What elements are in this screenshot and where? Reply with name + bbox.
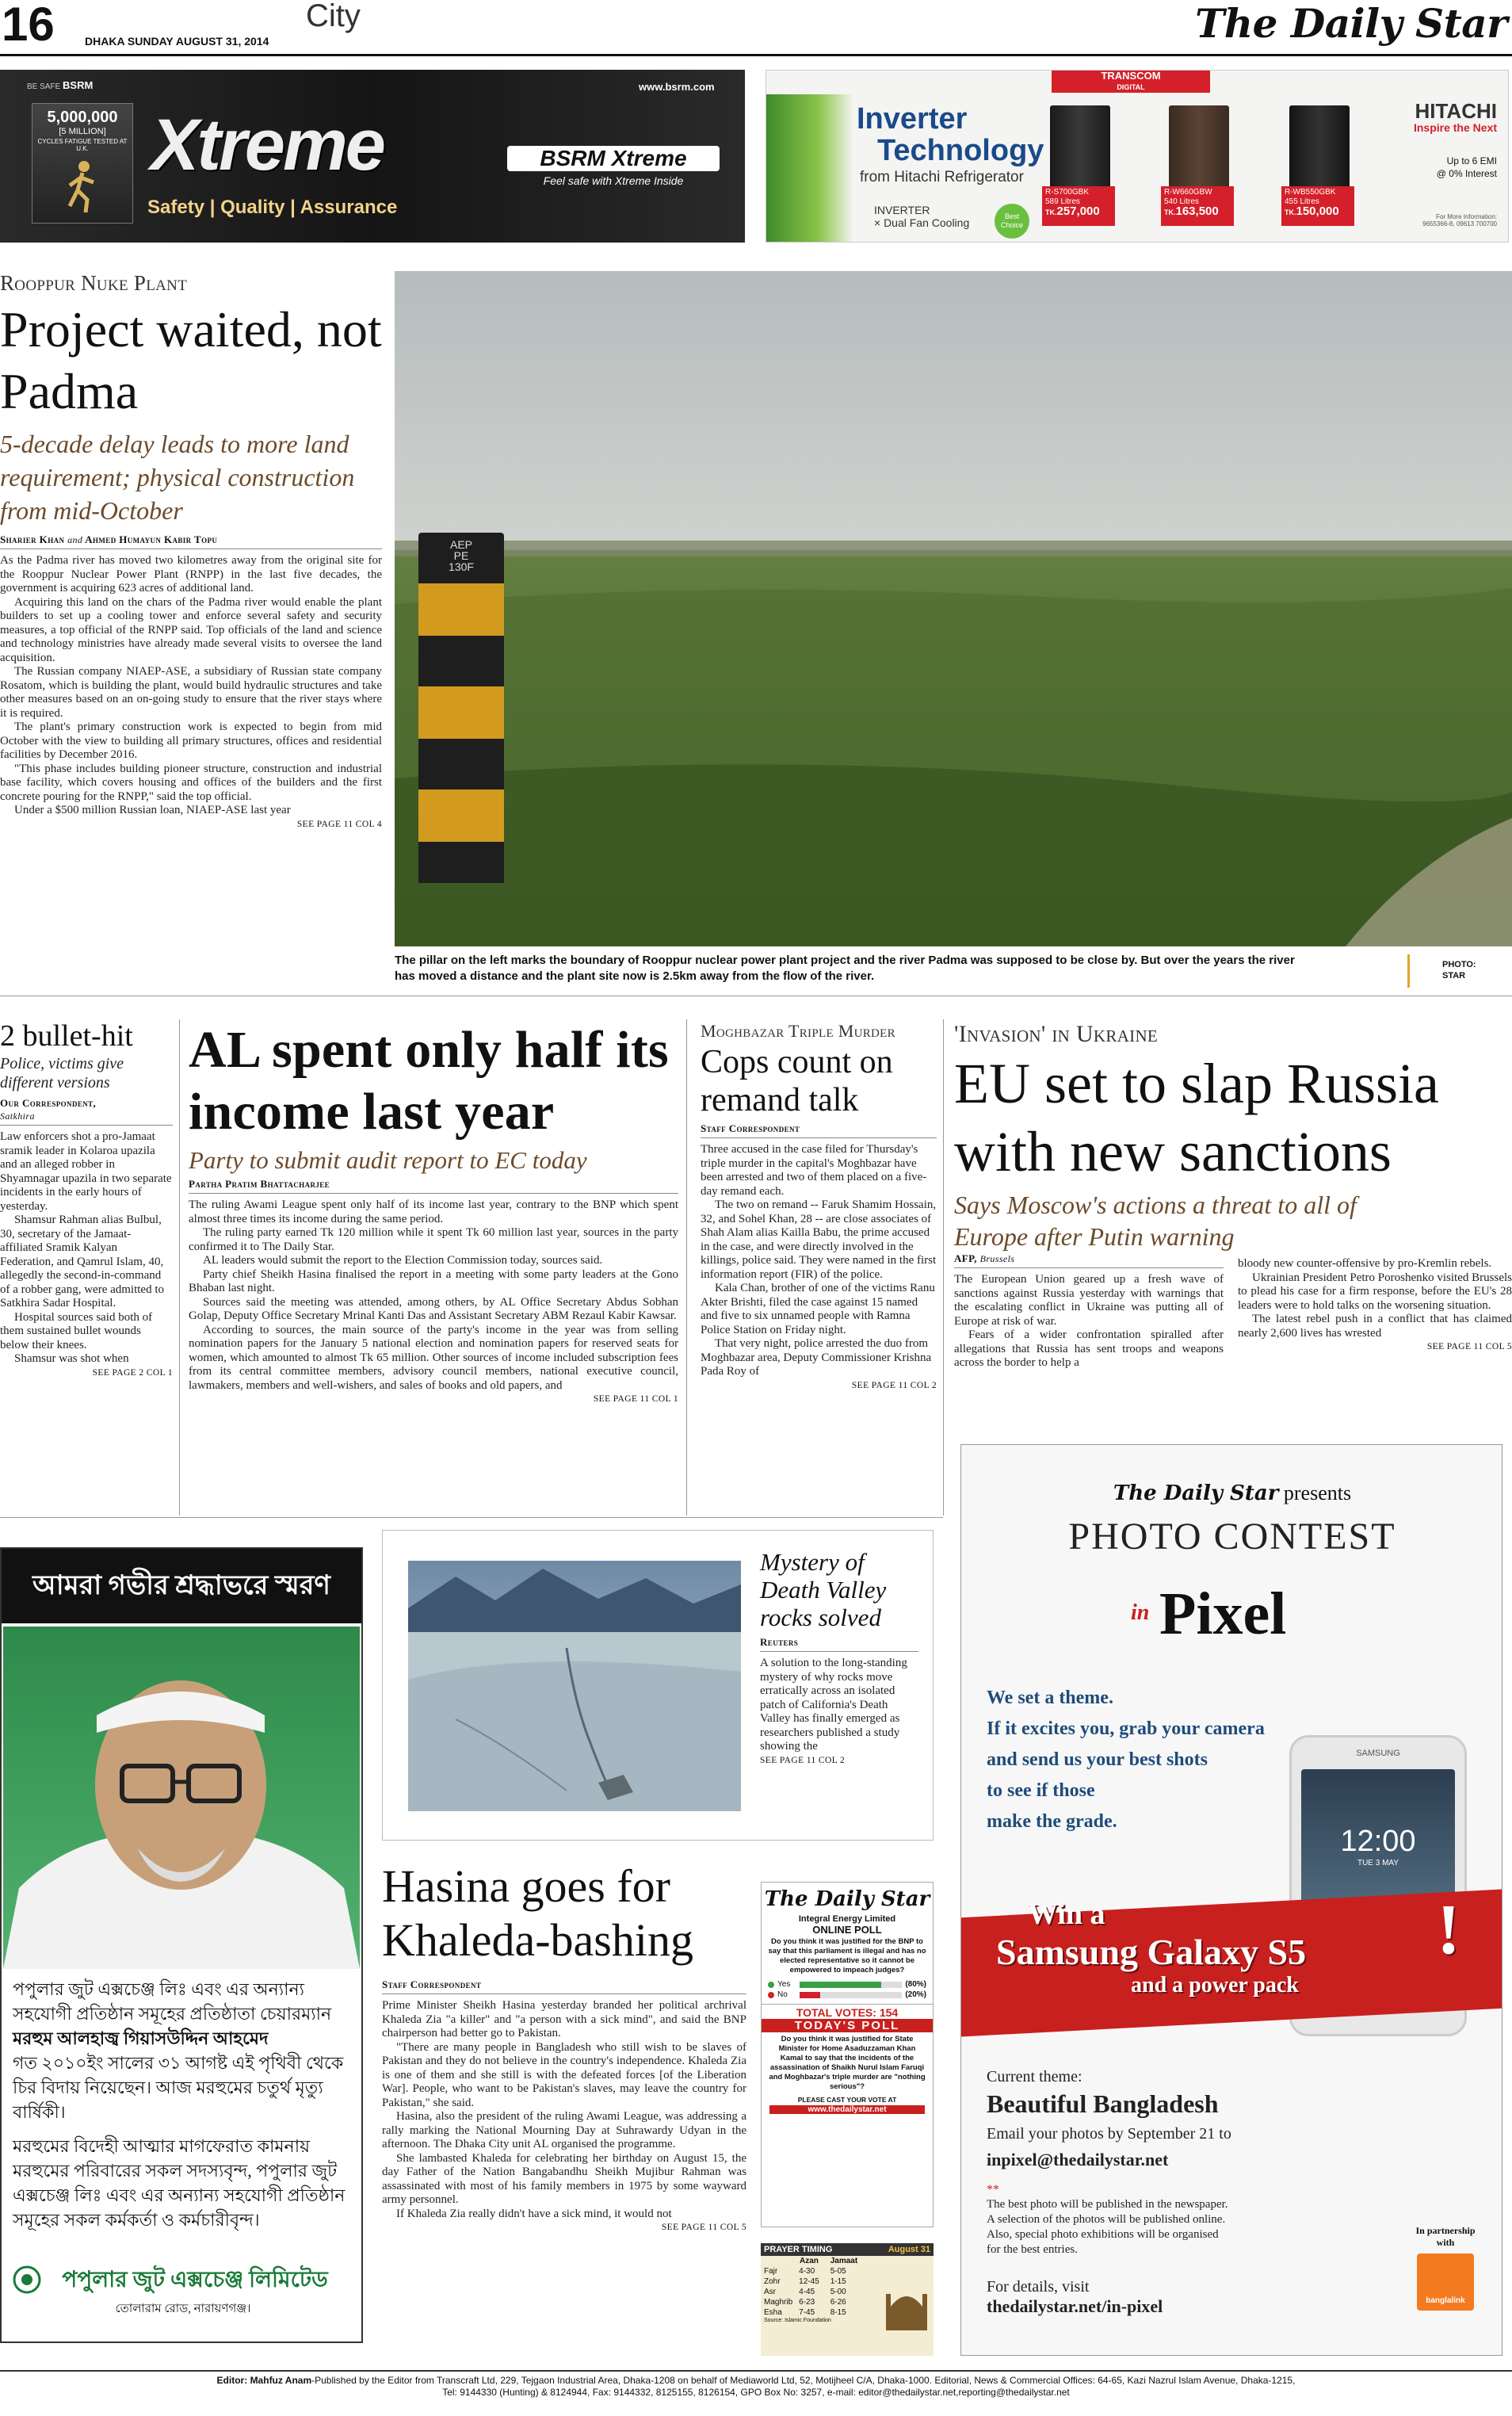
- hasina-headline[interactable]: Hasina goes for Khaleda-bashing: [382, 1860, 693, 1966]
- photo-credit: PHOTO: STAR: [1442, 960, 1476, 981]
- obit-footer: পপুলার জুট এক্সচেঞ্জ লিমিটেড তোলারাম রোড, নারায়ণগঞ্জ।: [13, 2262, 353, 2319]
- bsrm-logo-word: Xtreme: [151, 105, 384, 185]
- page-number: 16: [2, 0, 55, 51]
- online-poll: [761, 1882, 934, 2227]
- prayer-row: Asr 4-45 5-00: [764, 2288, 846, 2296]
- hasina-body: Prime Minister Sheikh Hasina yesterday branded her political archrival Khaleda Zia "a killer" and "a person with a sick mind", and said the BNP chairperson had better go to Pakistan. "There are many people in Bangladesh who still wish to be slaves of Pakistan and they do not believe in the country's independence. Khaleda Zia is one of them and she still is with the defeated forces [of the Liberation War]. People, who want to be Pakistan's slaves, may leave the country for Pakistan," she said. Hasina, also the president of the ruling Awami League, was addressing a rally marking the National Mourning Day at Suhrawardy Udyan in the afternoon. The Dhaka City unit AL organised the programme. She lambasted Khaleda for celebrating her birthday on August 15, the day Father of the Nation Bangabandhu Sheikh Mujibur Rahman was assassinated with most of his family members in 1975 by some wayward army personnel. If Khaleda Zia really didn't have a sick mind, it would not: [382, 1999, 746, 2220]
- price-tag-1: R-S700GBK 589 Litres TK.257,000: [1042, 186, 1115, 226]
- al-jump[interactable]: SEE PAGE 11 COL 1: [593, 1394, 678, 1404]
- best-choice-badge: Best Choice: [995, 204, 1029, 239]
- eu-story: [954, 1021, 1512, 1369]
- bsrm-product-badge: BSRM Xtreme Feel safe with Xtreme Inside: [507, 146, 720, 193]
- caption-divider: [1407, 954, 1410, 988]
- lead-jump[interactable]: SEE PAGE 11 COL 4: [296, 819, 382, 829]
- eu-kicker: 'Invasion' in Ukraine: [954, 1021, 1159, 1047]
- footer-rule: [0, 2370, 1512, 2372]
- lead-kicker: Rooppur Nuke Plant: [0, 271, 188, 295]
- poll-url[interactable]: www.thedailystar.net: [769, 2105, 925, 2114]
- bullet-story: [0, 1019, 173, 1378]
- obituary-ad[interactable]: [0, 1547, 363, 2343]
- eu-byline: AFP, Brussels: [954, 1252, 1224, 1268]
- header-date: DHAKA SUNDAY AUGUST 31, 2014: [85, 35, 269, 48]
- runner-icon: [59, 159, 106, 214]
- today-poll-question: Do you think it was justified for State Minister for Home Asaduzzaman Khan Kamal to say that the incidents of the assassination of Shaikh Nurul Islam Faruqi and Moghbazar's triple murder are "nothing serious"?: [769, 2035, 926, 2091]
- eu-col-right: [1238, 1257, 1512, 1351]
- hitachi-brand: HITACHI: [1415, 99, 1497, 123]
- price-tag-3: R-WB550GBK 455 Litres TK.150,000: [1281, 186, 1354, 226]
- mystery-photo: [408, 1561, 741, 1811]
- hitachi-contact: For More Information: 9655366-8, 09613 700700: [1422, 213, 1497, 227]
- poll-bar-yes: [800, 1982, 881, 1988]
- prayer-header: PRAYER TIMING August 31: [761, 2243, 934, 2256]
- obit-portrait: [3, 1627, 360, 1969]
- exclaim: !: [1437, 1890, 1460, 1969]
- imprint: Editor: Mahfuz Anam-Published by the Editor from Transcraft Ltd, 229, Tejgaon Industrial Area, Dhaka-1208 on behalf of Mediaworld Ltd, 52, Motijheel C/A, Dhaka-1000. Editorial, News & Commercial Offices: 64-65, Kazi Nazrul Islam Avenue, Dhaka-1215, Tel: 9144330 (Hunting) & 8124944, Fax: 9144332, 8125155, 8126154, GPO Box No: 3257, e-mail: editor@thedailystar.net,reporting@thedailystar.net: [216, 2375, 1296, 2398]
- prayer-table: Azan Jamaat Fajr 4-30 5-05 Zohr 12-45 1-15 Asr 4-45 5-00 Maghrib 6-23 6-26 Esha 7-45 8-15: [764, 2256, 862, 2318]
- bsrm-tagline: BE SAFE BSRM: [27, 79, 94, 91]
- cops-headline[interactable]: Cops count on remand talk: [701, 1044, 893, 1118]
- eu-jump[interactable]: SEE PAGE 11 COL 5: [1426, 1342, 1512, 1351]
- prayer-row: Esha 7-45 8-15: [764, 2308, 846, 2317]
- lead-photo: [395, 271, 1512, 946]
- section-name: City: [306, 0, 361, 33]
- cops-byline: Staff Correspondent: [701, 1122, 937, 1138]
- contest-intro: We set a theme. If it excites you, grab your camera and send us your best shots to see if those make the grade.: [987, 1688, 1265, 1832]
- bsrm-url: www.bsrm.com: [639, 81, 715, 93]
- al-deck: Party to submit audit report to EC today: [189, 1146, 587, 1174]
- hitachi-headline-1: Inverter: [857, 102, 968, 136]
- lead-byline: Sharier Khan and Ahmed Humayun Kabir Topu: [0, 533, 382, 549]
- lead-body: As the Padma river has moved two kilometres away from the original site for the Rooppur Nuclear Power Plant (RNPP) in the last five decades, the government is acquiring 623 acres of additional land. Acquiring this land on the chars of the Padma river would enable the plant builders to set up a cooling tower and enforce several safety and security measures, a top official of the RNPP said. Top officials of the land and science and technology ministries have already made several visits to oversee the land acquisition. The Russian company NIAEP-ASE, a subsidiary of Russian state company Rosatom, which is building the plant, would build hydraulic structures and take other measures based on an on-going study to ensure that the river stays where it is required. The plant's primary construction work is expected to begin from mid October with the view to building all primary structures, offices and residential facilities by December 2016. "This phase includes building pioneer structure, construction and industrial base facility, which covers housing and offices of the builders and the first concrete pouring for the RNPP," said the top official. Under a $500 million Russian loan, NIAEP-ASE last year: [0, 554, 382, 816]
- eu-body-left: The European Union geared up a fresh wave of sanctions against Russia yesterday with warnings that the escalating conflict in Ukraine was putting all of Europe at risk of war. Fears of a wider confrontation spiralled after allegations that Russia has sent troops and weapons across the border to help a: [954, 1273, 1224, 1369]
- poll-cta: PLEASE CAST YOUR VOTE AT: [797, 2096, 897, 2104]
- hasina-story: [382, 1860, 746, 2232]
- banglalink-logo: banglalink: [1417, 2254, 1474, 2311]
- divider-v1: [179, 1019, 180, 1516]
- mosque-icon: [884, 2283, 929, 2330]
- today-poll-title: TODAY'S POLL: [762, 2019, 933, 2032]
- divider-v3: [943, 1019, 944, 1516]
- cops-jump[interactable]: SEE PAGE 11 COL 2: [851, 1380, 937, 1390]
- poll-result-yes: Yes (80%): [762, 1977, 933, 1989]
- bullet-byline: Our Correspondent, Satkhira: [0, 1097, 173, 1126]
- divider-mid: [0, 1517, 943, 1518]
- obit-title-bar: আমরা গভীর শ্রদ্ধাভরে স্মরণ: [2, 1549, 361, 1623]
- price-tag-2: R-W660GBW 540 Litres TK.163,500: [1161, 186, 1234, 226]
- eu-col-left: [954, 1252, 1224, 1370]
- company-logo-icon: [13, 2265, 41, 2294]
- bullet-body: Law enforcers shot a pro-Jamaat sramik leader in Kolaroa upazila and an alleged robber in Shyamnagar upazila in two separate incidents in the early hours of yesterday. Shamsur Rahman alias Bulbul, 30, secretary of the Jamaat-affiliated Sramik Kalyan Federation, and Qamrul Islam, 40, allegedly the second-in-command of a robber gang, were admitted to Satkhira Sadar Hospital. Hospital sources said both of them sustained bullet wounds below their knees. Shamsur was shot when: [0, 1130, 172, 1365]
- hitachi-features: INVERTER × Dual Fan Cooling: [874, 204, 970, 229]
- poll-result-no: No (20%): [762, 1989, 933, 1999]
- lead-story: [0, 271, 382, 829]
- eu-headline[interactable]: EU set to slap Russia with new sanctions: [954, 1052, 1439, 1183]
- poll-sponsor: Integral Energy Limited: [798, 1914, 896, 1924]
- al-headline[interactable]: AL spent only half its income last year: [189, 1021, 669, 1141]
- obit-text: পপুলার জুট এক্সচেঞ্জ লিঃ এবং এর অন্যান্য সহযোগী প্রতিষ্ঠান সমূহের প্রতিষ্ঠাতা চেয়ারম্যান মরহুম আলহাজ্ব গিয়াসউদ্দিন আহমেদ গত ২০১০ইং সালের ৩১ আগষ্ট এই পৃথিবী থেকে চির বিদায় নিয়েছেন। আজ মরহুমের চতুর্থ মৃত্যু বার্ষিকী। মরহুমের বিদেহী আত্মার মাগফেরাত কামনায় মরহুমের পরিবারের সকল সদস্যবৃন্দ, পপুলার জুট এক্সচেঞ্জ লিঃ এবং এর অন্যান্য সহযোগী প্রতিষ্ঠান সমূহের সকল কর্মকর্তা ও কর্মচারীবৃন্দ।: [13, 1979, 346, 2230]
- poll-bar-no: [800, 1992, 820, 1998]
- cops-story: [701, 1021, 937, 1390]
- prayer-row: Zohr 12-45 1-15: [764, 2277, 846, 2286]
- win-text: Win a Samsung Galaxy S5 and a power pack: [996, 1898, 1307, 1997]
- prayer-source: Source: Islamic Foundation: [764, 2318, 831, 2323]
- bsrm-count-box: 5,000,000 [5 MILLION] CYCLES FATIGUE TESTED AT U.K.: [32, 103, 133, 224]
- al-body: The ruling Awami League spent only half of its income last year, contrary to the BNP which spent almost three times its income during the same period. The ruling party earned Tk 120 million while it spent Tk 60 million last year, sources in the party confirmed it to The Daily Star. AL leaders would submit the report to the Election Commission today, sources said. Party chief Sheikh Hasina finalised the report in a meeting with some party leaders at the Gono Bhaban last night. Sources said the meeting was attended, among others, by AL Office Secretary Abdus Sobhan Golap, Deputy Office Secretary Mrinal Kanti Das and Assistant Secretary ABM Rezaul Kabir Kawsar. According to sources, the main source of the party's income in the year was from selling nomination papers for the January 5 national election and nomination papers for reserved seats for women, which amounted to almost Tk 65 million. Other sources of income included subscription fees from its central committee members, advisory council members, national executive council, lawmakers, members and well-wishers, and sales of books and old papers, and: [189, 1198, 678, 1392]
- prayer-timing: [761, 2243, 934, 2356]
- divider-v2: [686, 1019, 687, 1516]
- poll-total: TOTAL VOTES: 154: [762, 2004, 933, 2019]
- contest-pixel: Pixel: [1159, 1581, 1287, 1647]
- eu-deck: Says Moscow's actions a threat to all of Europe after Putin warning: [954, 1191, 1357, 1251]
- hitachi-brand-tag: Inspire the Next: [1413, 121, 1497, 134]
- partner: In partnership with banglalink: [1402, 2225, 1489, 2311]
- mystery-text: [760, 1548, 918, 1765]
- masthead: The Daily Star: [1195, 0, 1507, 47]
- photo-contest-ad[interactable]: [960, 1444, 1502, 2356]
- hitachi-headline-2: Technology: [877, 134, 1044, 167]
- hasina-jump[interactable]: SEE PAGE 11 COL 5: [661, 2223, 746, 2232]
- mystery-jump[interactable]: SEE PAGE 11 COL 2: [760, 1755, 846, 1765]
- poll-title: ONLINE POLL: [812, 1924, 882, 1936]
- poll-question: Do you think it was justified for the BNP to say that this parliament is illegal and has no elected representative so it cannot be empowered to impeach judges?: [768, 1937, 926, 1974]
- bamboo-graphic: [766, 94, 853, 243]
- bullet-deck: Police, victims give different versions: [0, 1055, 124, 1091]
- prayer-row: Fajr 4-30 5-05: [764, 2267, 846, 2276]
- phone-image: SAMSUNG 12:00 TUE 3 MAY: [1289, 1735, 1467, 2036]
- bullet-jump[interactable]: SEE PAGE 2 COL 1: [92, 1367, 173, 1378]
- poll-masthead: The Daily Star: [764, 1887, 930, 1911]
- al-story: [189, 1019, 678, 1404]
- hitachi-emi: Up to 6 EMI @ 0% Interest: [1436, 155, 1497, 179]
- cops-body: Three accused in the case filed for Thursday's triple murder in the capital's Moghbazar have been arrested and two of them placed on a five-day remand each. The two on remand -- Faruk Shamim Hossain, 32, and Sohel Khan, 28 -- are close associates of Shah Alam alias Kailla Babu, the prime accused in the case, and were directly involved in the killings, police said. They were named in the first information report (FIR) of the police. Kala Chan, brother of one of the victims Ranu Akter Brishti, filed the case against 15 named and five to six unnamed people with Ramna Police Station on Friday night. That very night, police arrested the duo from Moghbazar area, Deputy Commissioner Krishna Pada Roy of: [701, 1143, 937, 1378]
- header-rule: [0, 54, 1512, 56]
- transcom-tag: TRANSCOM DIGITAL: [1052, 71, 1210, 93]
- boundary-pillar: AEP PE 130F: [418, 533, 504, 883]
- bsrm-ad[interactable]: [0, 70, 745, 243]
- contest-details: Current theme: Beautiful Bangladesh Email your photos by September 21 to inpixel@thedailystar.net ** The best photo will be published in the newspaper. A selection of the photos will be published online. Also, special photo exhibitions will be organised for the best entries. For details, visit thedailystar.net/in-pixel: [987, 2068, 1231, 2316]
- hitachi-ad[interactable]: [766, 70, 1509, 243]
- al-byline: Partha Pratim Bhattacharjee: [189, 1178, 678, 1194]
- bsrm-qualities: Safety | Quality | Assurance: [147, 197, 398, 218]
- hitachi-sub: from Hitachi Refrigerator: [860, 169, 1024, 185]
- mystery-headline[interactable]: Mystery of Death Valley rocks solved: [760, 1548, 887, 1631]
- hasina-byline: Staff Correspondent: [382, 1978, 746, 1994]
- page-header: [0, 0, 1512, 59]
- cops-kicker: Moghbazar Triple Murder: [701, 1021, 895, 1041]
- mystery-byline: Reuters: [760, 1636, 918, 1652]
- lead-headline[interactable]: Project waited, not Padma: [0, 301, 382, 419]
- contest-in: in: [1131, 1600, 1150, 1625]
- contest-presenter: The Daily Star presents: [1113, 1481, 1352, 1505]
- lead-deck: 5-decade delay leads to more land requirement; physical construction from mid-October: [0, 430, 355, 525]
- prayer-row: Maghrib 6-23 6-26: [764, 2298, 846, 2307]
- lead-caption: The pillar on the left marks the boundary of Rooppur nuclear power plant project and the river Padma was supposed to be close by. But over the years the river has moved a distance and the plant site now is 2.5km away from the flow of the river.: [395, 954, 1295, 983]
- eu-body-right: bloody new counter-offensive by pro-Kremlin rebels. Ukrainian President Petro Poroshenko visited Brussels to plead his case for a firm response, before the EU's 28 leaders were to hold talks on the worsening situation. The latest rebel push in a conflict that has claimed nearly 2,600 lives has wrested: [1238, 1257, 1512, 1340]
- contest-title: PHOTO CONTEST: [1068, 1516, 1396, 1558]
- mystery-box: [382, 1530, 934, 1841]
- mystery-body: A solution to the long-standing mystery of why rocks move erratically across an isolated patch of California's Death Valley has finally emerged as researchers published a study showing the: [760, 1657, 907, 1753]
- bullet-headline[interactable]: 2 bullet-hit: [0, 1019, 133, 1053]
